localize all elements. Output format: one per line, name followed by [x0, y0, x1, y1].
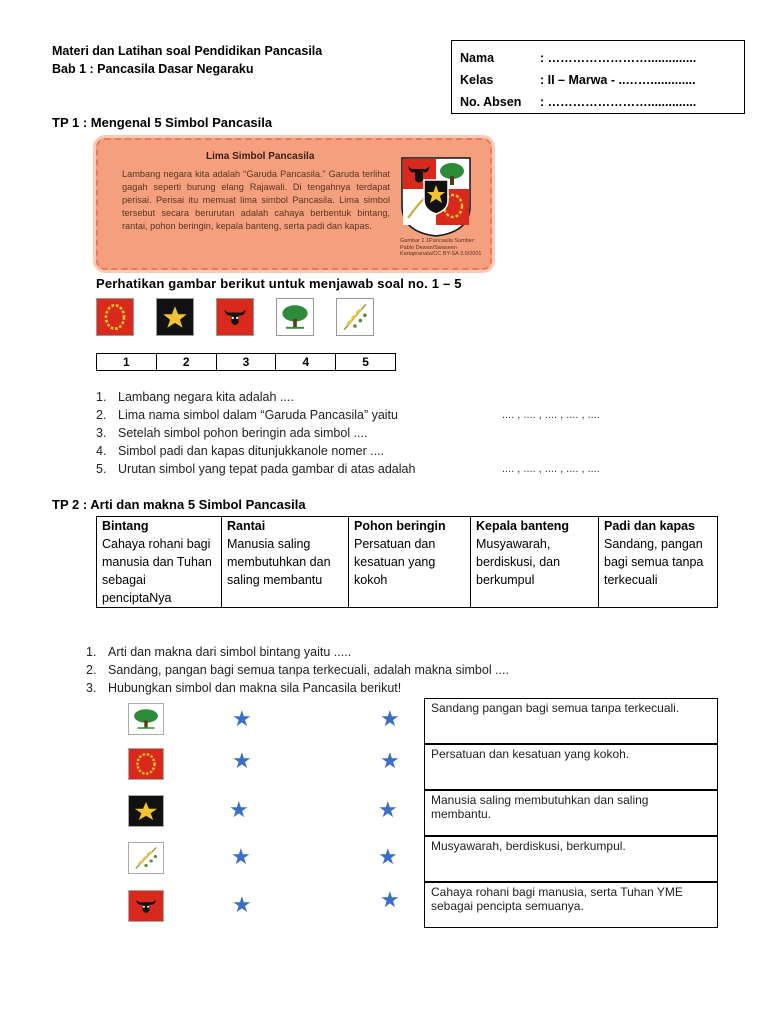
match-bintang-icon [128, 795, 164, 827]
question-text: Urutan simbol yang tepat pada gambar di atas adalah [118, 462, 416, 476]
question [86, 679, 706, 697]
identity-class-row[interactable] [460, 69, 736, 91]
question [96, 388, 716, 406]
doc-title: Materi dan Latihan soal Pendidikan Pancasila [52, 44, 323, 58]
identity-value[interactable]: : II – Marwa - ..……............. [540, 73, 696, 87]
match-rantai-icon [128, 748, 164, 780]
cell-text: Persatuan dan kesatuan yang kokoh [354, 537, 436, 587]
match-meaning-box: Musyawarah, berdiskusi, berkumpul. [424, 836, 718, 882]
match-right-star-icon[interactable]: ★ [380, 887, 400, 912]
cell-title: Rantai [227, 519, 266, 533]
garuda-shield-icon [400, 156, 472, 238]
bintang-icon [156, 298, 194, 336]
question-number: 3. [96, 426, 107, 440]
table-cell [97, 517, 222, 608]
identity-value[interactable]: : …………………….............. [540, 95, 697, 109]
table-cell [349, 517, 471, 608]
tp1-heading: TP 1 : Mengenal 5 Simbol Pancasila [52, 115, 273, 130]
match-beringin-icon [128, 703, 164, 735]
question-text: Simbol padi dan kapas ditunjukkanole nomer .... [118, 444, 385, 458]
cell-title: Kepala banteng [476, 519, 570, 533]
match-left-star-icon[interactable]: ★ [229, 797, 249, 822]
number-cell: 4 [276, 354, 336, 370]
answer-blanks[interactable]: .... , .... , .... , .... , .... [502, 463, 600, 475]
question [96, 406, 716, 424]
match-meaning-box: Manusia saling membutuhkan dan saling membantu. [424, 790, 718, 836]
question-text: Arti dan makna dari simbol bintang yaitu ..... [108, 645, 352, 659]
tp1-question-list [96, 388, 716, 478]
identity-label: Nama [460, 51, 495, 65]
question-text: Sandang, pangan bagi semua tanpa terkecuali, adalah makna simbol .... [108, 663, 509, 677]
question-text: Lima nama simbol dalam “Garuda Pancasila” yaitu [118, 408, 398, 422]
card-caption: Gambar 1.1Pancasila Sumber: Pablo Dewan/Swaseen Kartapranata/CC BY-SA 3.0/2001 [400, 238, 482, 257]
match-right-star-icon[interactable]: ★ [378, 844, 398, 869]
match-right-star-icon[interactable]: ★ [380, 706, 400, 731]
question-number: 2. [86, 663, 97, 677]
banteng-icon [216, 298, 254, 336]
question-number: 1. [86, 645, 97, 659]
meaning-table [96, 516, 718, 608]
tp2-question-list [86, 643, 706, 697]
question [96, 424, 716, 442]
match-left-star-icon[interactable]: ★ [231, 844, 251, 869]
cell-text: Sandang, pangan bagi semua tanpa terkecuali [604, 537, 704, 587]
table-cell [599, 517, 718, 608]
identity-name-row[interactable] [460, 47, 736, 69]
number-cell: 2 [157, 354, 217, 370]
question [86, 661, 706, 679]
cell-text: Manusia saling membutuhkan dan saling membantu [227, 537, 331, 587]
match-meaning-box: Cahaya rohani bagi manusia, serta Tuhan YME sebagai pencipta semuanya. [424, 882, 718, 928]
cell-title: Pohon beringin [354, 519, 446, 533]
answer-blanks[interactable]: .... , .... , .... , .... , .... [502, 409, 600, 421]
info-card [96, 138, 492, 270]
match-left-star-icon[interactable]: ★ [232, 748, 252, 773]
identity-label: Kelas [460, 73, 494, 87]
question-number: 1. [96, 390, 107, 404]
question [86, 643, 706, 661]
card-title: Lima Simbol Pancasila [206, 151, 315, 162]
cell-title: Bintang [102, 519, 149, 533]
number-cell: 3 [217, 354, 277, 370]
cell-text: Musyawarah, berdiskusi, dan berkumpul [476, 537, 561, 587]
tp2-heading: TP 2 : Arti dan makna 5 Simbol Pancasila [52, 497, 306, 512]
question-number: 5. [96, 462, 107, 476]
question-number: 3. [86, 681, 97, 695]
table-row [97, 517, 718, 608]
number-cell: 5 [362, 355, 369, 369]
question-number: 2. [96, 408, 107, 422]
match-meaning-box: Persatuan dan kesatuan yang kokoh. [424, 744, 718, 790]
identity-box [451, 40, 745, 114]
number-cell: 1 [97, 354, 157, 370]
match-banteng-icon [128, 890, 164, 922]
question-text: Setelah simbol pohon beringin ada simbol .... [118, 426, 368, 440]
beringin-icon [276, 298, 314, 336]
match-padi-kapas-icon [128, 842, 164, 874]
question-text: Lambang negara kita adalah .... [118, 390, 294, 404]
match-left-star-icon[interactable]: ★ [232, 892, 252, 917]
rantai-icon [96, 298, 134, 336]
question-number: 4. [96, 444, 107, 458]
question [96, 442, 716, 460]
match-right-star-icon[interactable]: ★ [378, 797, 398, 822]
tp1-instruction: Perhatikan gambar berikut untuk menjawab soal no. 1 – 5 [96, 276, 462, 291]
identity-value[interactable]: : …………………….............. [540, 51, 697, 65]
padi-kapas-icon [336, 298, 374, 336]
number-row [96, 353, 396, 371]
table-cell [222, 517, 349, 608]
match-left-star-icon[interactable]: ★ [232, 706, 252, 731]
match-meaning-box: Sandang pangan bagi semua tanpa terkecuali. [424, 698, 718, 744]
identity-label: No. Absen [460, 95, 522, 109]
identity-number-row[interactable] [460, 91, 736, 113]
cell-title: Padi dan kapas [604, 519, 696, 533]
question [96, 460, 716, 478]
chapter-title: Bab 1 : Pancasila Dasar Negaraku [52, 62, 254, 76]
table-cell [471, 517, 599, 608]
question-text: Hubungkan simbol dan makna sila Pancasila berikut! [108, 681, 402, 695]
match-right-star-icon[interactable]: ★ [380, 748, 400, 773]
card-text: Lambang negara kita adalah “Garuda Pancasila.” Garuda terlihat gagah seperti burung elang Rajawali. Di tengahnya terdapat perisai. Perisai itu memuat lima simbol Pancasila. Lima simbol tersebut secara berurutan adalah cahaya berbentuk bintang, rantai, pohon beringin, kepala banteng, serta padi dan kapas. [122, 169, 390, 231]
cell-text: Cahaya rohani bagi manusia dan Tuhan sebagai penciptaNya [102, 537, 212, 605]
